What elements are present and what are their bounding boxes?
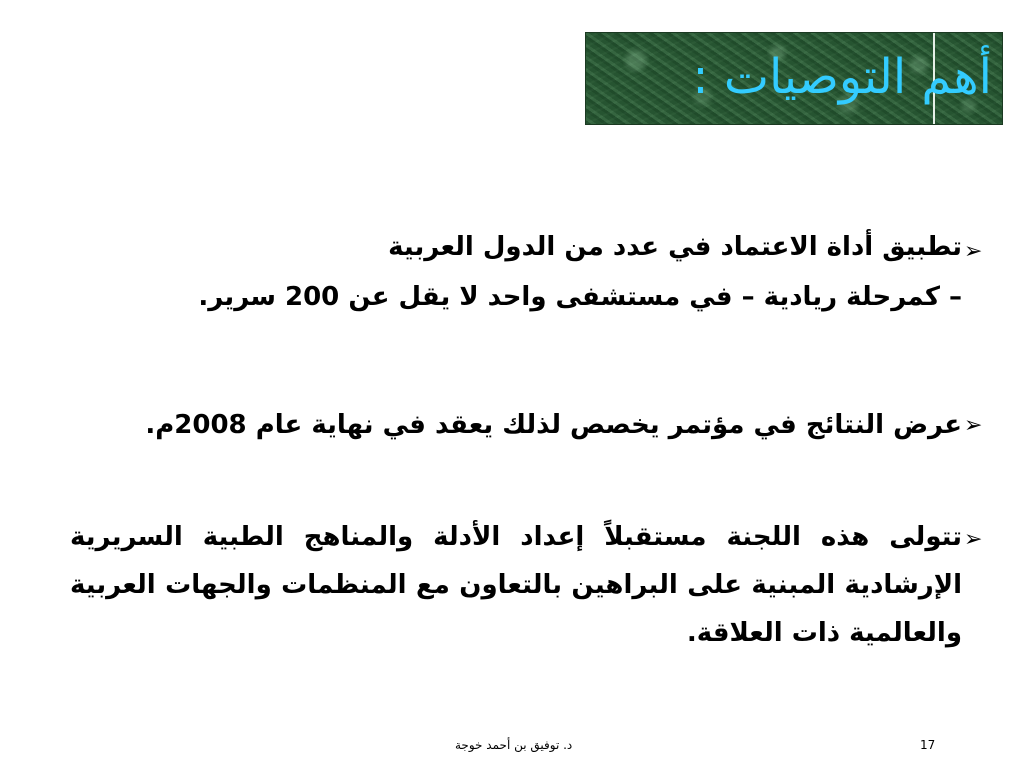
bullet-1-line-1: تطبيق أداة الاعتماد في عدد من الدول العربية	[388, 232, 962, 262]
slide-title: أهم التوصيات :	[692, 49, 992, 105]
bullet-2-line-1: عرض النتائج في مؤتمر يخصص لذلك يعقد في نهاية عام 2008م.	[145, 410, 962, 440]
bullet-1-line-2: – كمرحلة ريادية – في مستشفى واحد لا يقل عن 200 سرير.	[198, 282, 962, 312]
bullet-item-2	[145, 400, 962, 450]
title-banner	[585, 32, 1003, 125]
bullet-3-paragraph: تتولى هذه اللجنة مستقبلاً إعداد الأدلة والمناهج الطبية السريرية الإرشادية المبنية على البراهين بالتعاون مع المنظمات والجهات العربية والعالمية ذات العلاقة.	[70, 522, 962, 648]
footer-author: د. توفيق بن أحمد خوجة	[455, 738, 573, 752]
arrow-bullet-icon: ➢	[964, 239, 983, 264]
arrow-bullet-icon: ➢	[964, 413, 983, 438]
arrow-bullet-icon: ➢	[964, 527, 983, 552]
bullet-item-3	[70, 513, 962, 657]
footer-page-number: 17	[920, 738, 936, 752]
bullet-item-1	[198, 222, 962, 322]
